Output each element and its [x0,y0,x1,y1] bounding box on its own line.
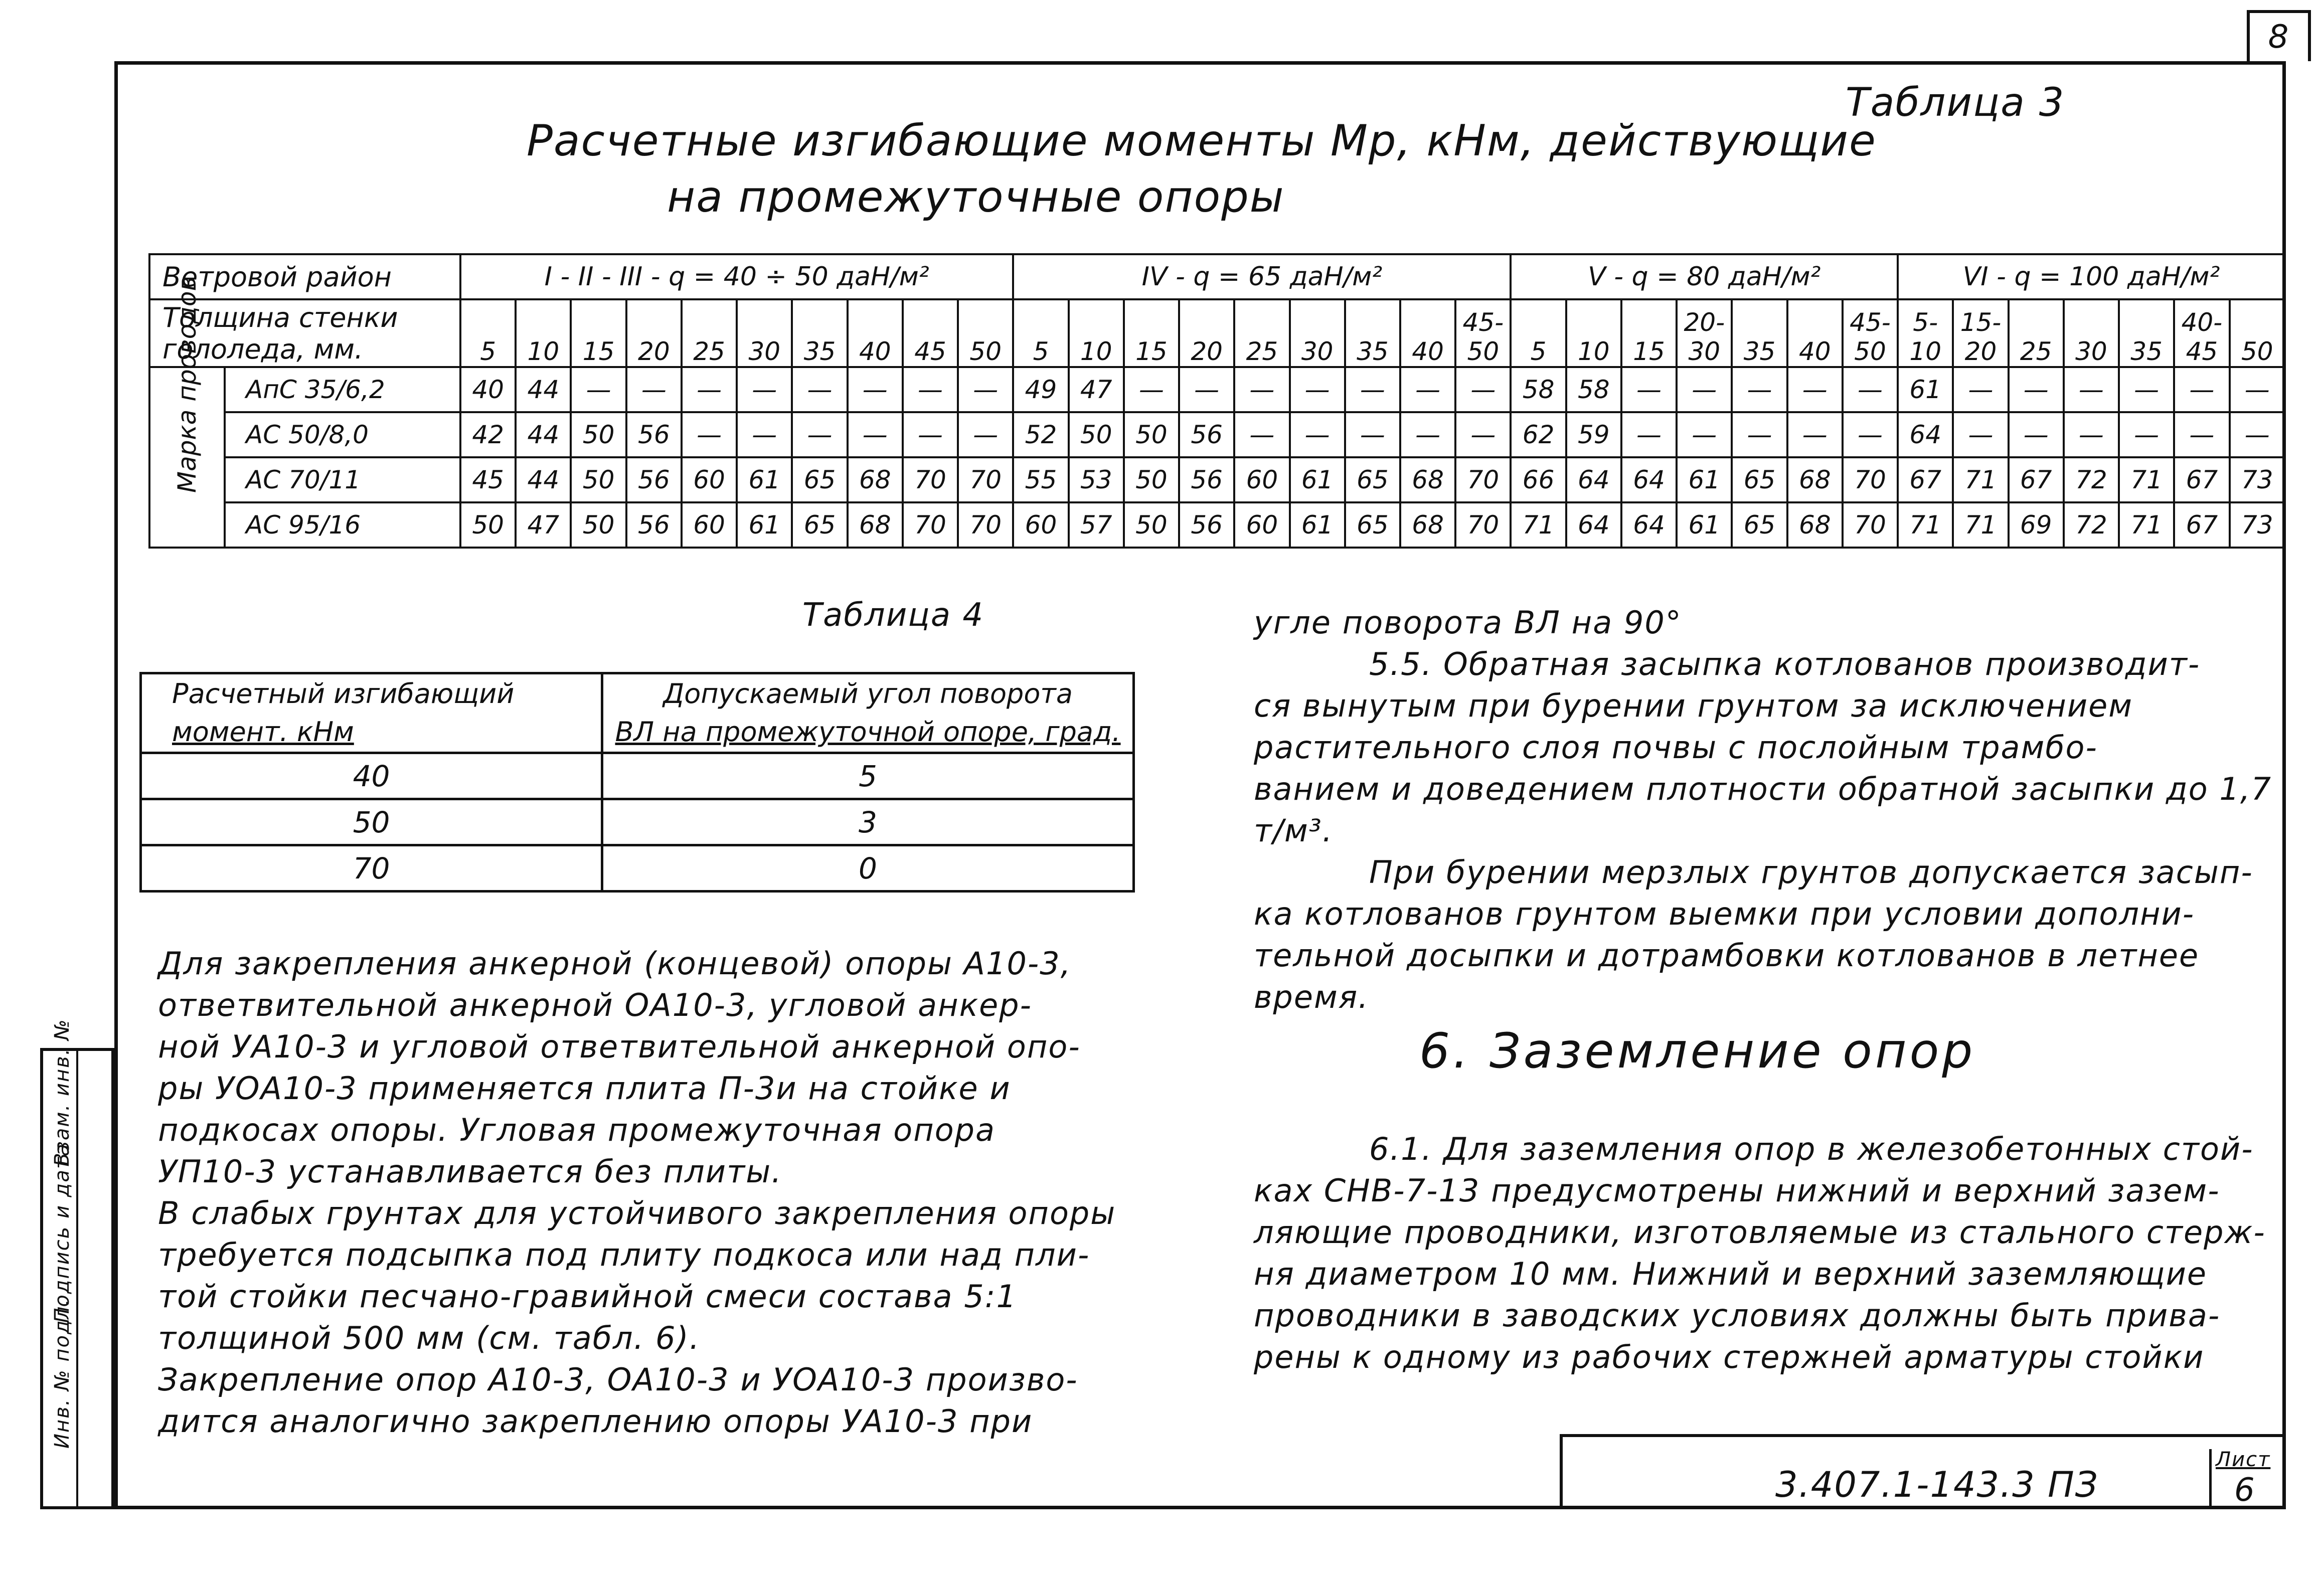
table3-header-wind: Ветровой район I - II - III - q = 40 ÷ 50 даН/м² IV - q = 65 даН/м² V - q = 80 даН/м² VI - q = 100 даН/м² [149,254,2285,299]
moment-cell: — [1787,412,1843,457]
moment-cell: — [848,412,903,457]
moment-cell: 68 [848,457,903,502]
moment-cell: 56 [1179,502,1234,548]
moment-cell: 65 [1732,457,1787,502]
wire-mark-label: Марка проводов [149,367,225,548]
moment-cell: — [958,367,1013,412]
moment-cell: — [1732,367,1787,412]
thickness-cell: 50 [2230,299,2285,367]
moment-cell: 64 [1566,457,1621,502]
moment-cell: — [958,412,1013,457]
moment-cell: 70 [1843,502,1898,548]
moment-cell: 42 [460,412,516,457]
moment-cell: 56 [626,457,682,502]
moment-cell: 61 [1898,367,1953,412]
moment-cell: — [2174,412,2229,457]
thickness-cell: 20-30 [1677,299,1732,367]
thickness-cell: 15-20 [1953,299,2008,367]
moment-cell: 72 [2064,457,2119,502]
thickness-cell: 40 [1787,299,1843,367]
moment-cell: 50 [571,502,626,548]
thickness-cell: 10 [1566,299,1621,367]
moment-cell: — [2009,367,2064,412]
thickness-cell: 20 [626,299,682,367]
moment-cell: 58 [1566,367,1621,412]
sheet-label: Лист [2216,1448,2271,1471]
moment-cell: — [1843,412,1898,457]
moment-cell: 60 [682,457,737,502]
moment-cell: 56 [626,412,682,457]
thickness-cell: 45 [903,299,958,367]
thickness-cell: 5 [1511,299,1566,367]
moment-cell: 67 [2174,457,2229,502]
moment-cell: — [848,367,903,412]
moment-cell: 61 [1677,502,1732,548]
moment-cell: — [2230,367,2285,412]
moment-cell: 71 [2119,457,2174,502]
moment-cell: 58 [1511,367,1566,412]
table3 [148,253,2286,547]
moment-cell: 68 [1400,457,1455,502]
moment-cell: — [1732,412,1787,457]
table4-col1-header: Расчетный изгибающий момент. кНм [141,673,602,753]
thickness-cell: 15 [1124,299,1179,367]
moment-cell: — [1124,367,1179,412]
moment-cell: — [1234,412,1289,457]
thickness-cell: 15 [571,299,626,367]
section6-heading: 6. Заземление опор [1419,1023,1976,1079]
moment-cell: 68 [848,502,903,548]
wire-name-cell: АпС 35/6,2 [225,367,460,412]
moment-cell: 56 [1179,457,1234,502]
moment-cell: — [682,367,737,412]
moment-cell: 71 [1898,502,1953,548]
thickness-cell: 35 [792,299,847,367]
thickness-cell: 45-50 [1455,299,1511,367]
thickness-cell: 5-10 [1898,299,1953,367]
thickness-cell: 40-45 [2174,299,2229,367]
moment-cell: — [2174,367,2229,412]
moment-cell: 62 [1511,412,1566,457]
thickness-cell: 25 [682,299,737,367]
moment-cell: 44 [516,412,571,457]
moment-cell: 71 [1511,502,1566,548]
thickness-cell: 40 [1400,299,1455,367]
moment-cell: — [1179,367,1234,412]
left-paragraph: Для закрепления анкерной (концевой) опоры А10-3, ответвительной анкерной ОА10-3, угловой анкер- ной УА10-3 и угловой ответвительной анкерной опо- ры УОА10-3 применяется плита П-3и на стойке и подкосах опоры. Угловая промежуточная опора УП10-3 устанавливается без плиты. В слабых грунтах для устойчивого закрепления опоры требуется подсыпка под плиту подкоса или над пли- той стойки песчано-гравийной смеси состава 5:1 толщиной 500 мм (см. табл. 6). Закрепление опор А10-3, ОА10-3 и УОА10-3 произво- дится аналогично закреплению опоры УА10-3 при [158,945,1116,1440]
side-title-strip [40,1018,114,1509]
moment-cell: 56 [626,502,682,548]
moment-cell: — [1843,367,1898,412]
table4-col2-header: Допускаемый угол поворота ВЛ на промежуточной опоре, град. [602,673,1134,753]
moment-cell: — [1290,412,1345,457]
moment-cell: 61 [737,502,792,548]
moment-cell: — [1787,367,1843,412]
moment-cell: 40 [460,367,516,412]
moment-cell: 44 [516,457,571,502]
thickness-cell: 35 [1732,299,1787,367]
moment-cell: 70 [903,457,958,502]
moment-cell: — [1455,367,1511,412]
thickness-cell: 5 [1013,299,1068,367]
moment-cell: 73 [2230,502,2285,548]
moment-cell: — [903,412,958,457]
moment-cell: — [1953,412,2008,457]
moment-cell: 50 [1069,412,1124,457]
moment-cell: 71 [1953,502,2008,548]
moment-cell: 53 [1069,457,1124,502]
table-row: 40 5 [141,753,1134,799]
thickness-cell: 15 [1621,299,1677,367]
moment-cell: 60 [682,502,737,548]
thickness-cell: 20 [1179,299,1234,367]
section6-paragraph: 6.1. Для заземления опор в железобетонных стой- ках СНВ-7-13 предусмотрены нижний и верхний зазем- ляющие проводники, изготовляемые из стального стерж- ня диаметром 10 мм. Нижний и верхний заземляющие проводники в заводских условиях должны быть прива- рены к одному из рабочих стержней арматуры стойки [1254,1131,2266,1375]
thickness-cell: 40 [848,299,903,367]
thickness-cell: 25 [2009,299,2064,367]
moment-cell: 45 [460,457,516,502]
table3-grid [148,253,2286,549]
table-row: 50 3 [141,799,1134,845]
moment-cell: 71 [2119,502,2174,548]
moment-cell: — [1345,367,1400,412]
moment-cell: 50 [571,412,626,457]
moment-cell: — [737,412,792,457]
wire-name-cell: АС 70/11 [225,457,460,502]
moment-cell: — [2064,367,2119,412]
moment-cell: 60 [1234,502,1289,548]
moment-cell: 68 [1787,502,1843,548]
moment-cell: 64 [1621,502,1677,548]
moment-cell: 61 [1677,457,1732,502]
moment-cell: 68 [1400,502,1455,548]
moment-cell: 69 [2009,502,2064,548]
moment-cell: 65 [1345,502,1400,548]
moment-cell: — [2230,412,2285,457]
moment-cell: — [1953,367,2008,412]
table3-title-line1: Расчетные изгибающие моменты Мр, кНм, действующие [527,116,1877,166]
thickness-cell: 30 [1290,299,1345,367]
moment-cell: — [1455,412,1511,457]
moment-cell: 67 [2009,457,2064,502]
moment-cell: 70 [958,457,1013,502]
moment-cell: 44 [516,367,571,412]
wire-name-cell: АС 50/8,0 [225,412,460,457]
moment-cell: 65 [792,457,847,502]
moment-cell: 52 [1013,412,1068,457]
thickness-cell: 10 [516,299,571,367]
moment-cell: 47 [1069,367,1124,412]
moment-cell: — [1290,367,1345,412]
moment-cell: 70 [1455,502,1511,548]
moment-cell: — [682,412,737,457]
table-row [149,412,2285,457]
moment-cell: 59 [1566,412,1621,457]
thickness-cell: 45-50 [1843,299,1898,367]
moment-cell: — [2119,412,2174,457]
thickness-cell: 5 [460,299,516,367]
moment-cell: — [792,412,847,457]
moment-cell: 65 [792,502,847,548]
thickness-cell: 35 [1345,299,1400,367]
moment-cell: — [1677,367,1732,412]
moment-cell: 50 [460,502,516,548]
moment-cell: — [2064,412,2119,457]
moment-cell: 70 [1455,457,1511,502]
table-row [149,502,2285,548]
table3-header-thickness: Толщина стенки гололеда, мм. 5 10 15 20 25 30 35 40 45 50 5 10 15 20 25 30 35 40 45-50 5 10 15 20-30 35 40 45-50 5-10 15-20 25 30 35 40-45 50 [149,299,2285,367]
sheet-number: 6 [2234,1472,2256,1509]
corner-page-number: 8 [2247,10,2311,61]
thickness-cell: 25 [1234,299,1289,367]
moment-cell: 50 [1124,412,1179,457]
table4-header [141,673,1134,753]
moment-cell: — [1677,412,1732,457]
table4 [139,672,1135,893]
table3-caption: Таблица 3 [1846,80,2065,125]
moment-cell: — [2119,367,2174,412]
moment-cell: 56 [1179,412,1234,457]
moment-cell: — [1400,412,1455,457]
moment-cell: 66 [1511,457,1566,502]
table-row: 70 0 [141,845,1134,892]
moment-cell: 61 [1290,457,1345,502]
moment-cell: 50 [1124,502,1179,548]
moment-cell: 71 [1953,457,2008,502]
moment-cell: — [1621,367,1677,412]
moment-cell: 61 [737,457,792,502]
moment-cell: 55 [1013,457,1068,502]
moment-cell: 68 [1787,457,1843,502]
side-label-inv: Инв. № подл. [51,1298,74,1449]
right-paragraph: угле поворота ВЛ на 90° 5.5. Обратная засыпка котлованов производит- ся вынутым при бурении грунтом за исключением растительного слоя почвы с послойным трамбо- ванием и доведением плотности обратной засыпки до 1,7 т/м³. При бурении мерзлых грунтов допускается засып- ка котлованов грунтом выемки при условии дополни- тельной досыпки и дотрамбовки котлованов в летнее время. [1254,604,2272,1015]
thickness-cell: 10 [1069,299,1124,367]
moment-cell: 57 [1069,502,1124,548]
moment-cell: 47 [516,502,571,548]
thickness-cell: 30 [737,299,792,367]
moment-cell: 70 [903,502,958,548]
moment-cell: — [1234,367,1289,412]
moment-cell: 49 [1013,367,1068,412]
wire-name-cell: АС 95/16 [225,502,460,548]
moment-cell: 64 [1898,412,1953,457]
side-label-sign: Подпись и дата [51,1143,74,1323]
moment-cell: — [571,367,626,412]
moment-cell: 65 [1345,457,1400,502]
moment-cell: 61 [1290,502,1345,548]
moment-cell: — [1345,412,1400,457]
moment-cell: 67 [1898,457,1953,502]
moment-cell: 67 [2174,502,2229,548]
side-label-replace: Взам. инв. № [51,1018,74,1167]
moment-cell: — [2009,412,2064,457]
table-row [149,367,2285,412]
moment-cell: 50 [1124,457,1179,502]
moment-cell: 64 [1621,457,1677,502]
moment-cell: — [792,367,847,412]
moment-cell: — [903,367,958,412]
thickness-cell: 35 [2119,299,2174,367]
moment-cell: 72 [2064,502,2119,548]
table3-title-line2: на промежуточные опоры [667,172,1285,222]
table-row [149,457,2285,502]
moment-cell: — [626,367,682,412]
moment-cell: 70 [1843,457,1898,502]
moment-cell: 70 [958,502,1013,548]
document-code: 3.407.1-143.3 ПЗ [1775,1464,2099,1505]
moment-cell: — [1400,367,1455,412]
moment-cell: 64 [1566,502,1621,548]
moment-cell: — [737,367,792,412]
moment-cell: 73 [2230,457,2285,502]
moment-cell: 50 [571,457,626,502]
moment-cell: 60 [1013,502,1068,548]
table3-title [527,113,1877,225]
thickness-cell: 30 [2064,299,2119,367]
moment-cell: — [1621,412,1677,457]
moment-cell: 65 [1732,502,1787,548]
thickness-cell: 50 [958,299,1013,367]
table4-caption: Таблица 4 [802,597,984,634]
moment-cell: 60 [1234,457,1289,502]
